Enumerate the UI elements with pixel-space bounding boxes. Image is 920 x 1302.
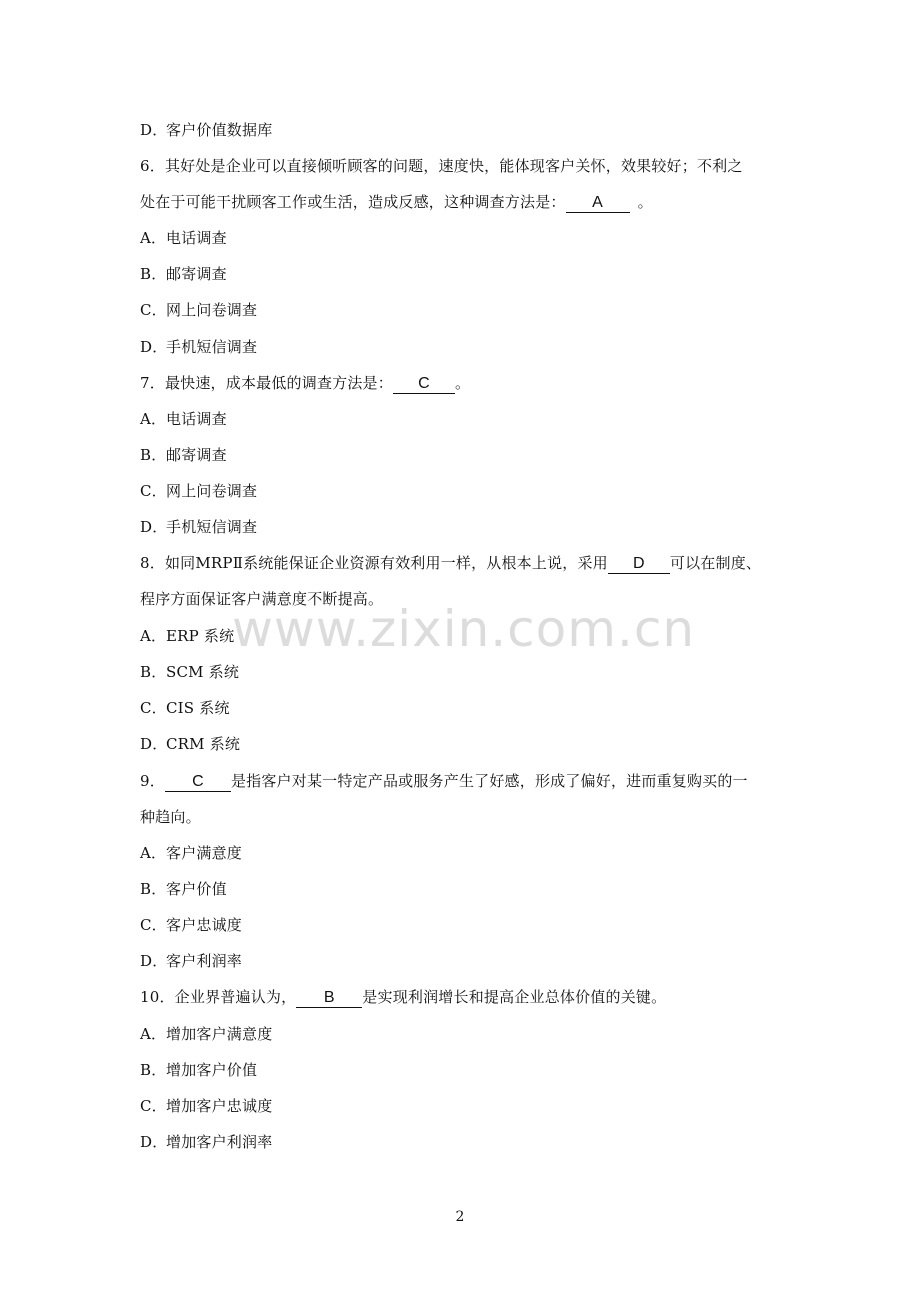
q7-answer-blank: C [393, 375, 455, 394]
option-text: 增加客户忠诚度 [166, 1097, 273, 1115]
q9-answer-blank: C [165, 773, 231, 792]
q6-text-before: 处在于可能干扰顾客工作或生活，造成反感，这种调查方法是： [140, 193, 566, 211]
q10-option-b [140, 1060, 257, 1080]
option-letter: B． [140, 880, 167, 898]
option-letter: D． [140, 518, 168, 536]
q10-option-a [140, 1024, 272, 1044]
q9-question-line-2: 种趋向。 [140, 808, 201, 826]
option-text: SCM 系统 [166, 663, 240, 681]
option-text: 客户忠诚度 [166, 916, 243, 934]
option-letter: A． [140, 410, 167, 428]
q5-option-d [140, 120, 272, 140]
option-text: 手机短信调查 [166, 338, 258, 356]
option-letter: B． [140, 265, 167, 283]
q10-text-before: 10．企业界普遍认为， [140, 988, 297, 1006]
option-letter: C． [140, 699, 167, 717]
option-letter: B． [140, 663, 167, 681]
option-letter: C． [140, 301, 167, 319]
option-letter: B． [140, 446, 167, 464]
option-letter: A． [140, 627, 167, 645]
option-text: 手机短信调查 [166, 518, 258, 536]
q6-option-c [140, 300, 257, 320]
q9-text-after: 是指客户对某一特定产品或服务产生了好感，形成了偏好，进而重复购买的一 [230, 772, 748, 790]
q10-question-line [140, 987, 666, 1008]
q6-answer-blank: A [566, 194, 630, 213]
option-text: CRM 系统 [166, 735, 241, 753]
option-text: 增加客户满意度 [166, 1025, 273, 1043]
q7-option-b [140, 445, 227, 465]
q7-text-after: 。 [454, 374, 471, 392]
q7-text-before: 7．最快速，成本最低的调查方法是： [140, 374, 393, 392]
watermark: www.zixin.com.cn [232, 600, 696, 658]
q9-question-line-1 [140, 771, 748, 792]
q6-option-d [140, 337, 257, 357]
option-letter: A． [140, 844, 167, 862]
q9-text-before: 9． [140, 772, 165, 790]
q9-option-a [140, 843, 242, 863]
option-letter: C． [140, 482, 167, 500]
option-text: 邮寄调查 [166, 446, 227, 464]
option-text: 电话调查 [166, 229, 227, 247]
q9-option-c [140, 915, 242, 935]
q9-option-d [140, 951, 242, 971]
q8-text-before: 8．如同MRPⅡ系统能保证企业资源有效利用一样，从根本上说，采用 [140, 554, 608, 572]
option-text: 网上问卷调查 [166, 482, 258, 500]
q8-option-a [140, 626, 234, 646]
q7-option-d [140, 517, 257, 537]
option-text: CIS 系统 [166, 699, 230, 717]
q6-option-a [140, 228, 227, 248]
q7-question-line [140, 373, 470, 394]
option-letter: D． [140, 1133, 168, 1151]
option-text: 增加客户利润率 [166, 1133, 273, 1151]
option-letter: A． [140, 229, 167, 247]
q8-option-d [140, 734, 240, 754]
q8-question-line-2: 程序方面保证客户满意度不断提高。 [140, 590, 384, 608]
page-number: 2 [455, 1209, 465, 1225]
q6-question-line-1: 6．其好处是企业可以直接倾听顾客的问题，速度快，能体现客户关怀，效果较好；不利之 [140, 157, 743, 175]
q7-option-c [140, 481, 257, 501]
q10-answer-blank: B [296, 989, 362, 1008]
q8-answer-blank: D [608, 555, 670, 574]
option-text: 客户利润率 [166, 952, 243, 970]
option-text: 增加客户价值 [166, 1061, 258, 1079]
q8-question-line-1 [140, 553, 761, 574]
option-text: 电话调查 [166, 410, 227, 428]
option-letter: D． [140, 735, 168, 753]
option-letter: A． [140, 1025, 167, 1043]
q8-option-b [140, 662, 239, 682]
q10-option-d [140, 1132, 272, 1152]
q6-question-line-2 [140, 192, 653, 213]
option-letter: D． [140, 338, 168, 356]
option-letter: C． [140, 1097, 167, 1115]
option-letter: D． [140, 952, 168, 970]
option-text: 客户价值数据库 [166, 121, 273, 139]
q8-option-c [140, 698, 230, 718]
option-text: 客户价值 [166, 880, 227, 898]
q9-option-b [140, 879, 227, 899]
option-letter: C． [140, 916, 167, 934]
q7-option-a [140, 409, 227, 429]
q6-option-b [140, 264, 227, 284]
option-letter: B． [140, 1061, 167, 1079]
option-letter: D． [140, 121, 168, 139]
q6-text-after: 。 [637, 193, 653, 211]
q10-text-after: 是实现利润增长和提高企业总体价值的关键。 [362, 988, 667, 1006]
option-text: 邮寄调查 [166, 265, 227, 283]
q8-text-after: 可以在制度、 [669, 554, 762, 572]
option-text: 网上问卷调查 [166, 301, 258, 319]
q10-option-c [140, 1096, 272, 1116]
option-text: ERP 系统 [166, 627, 235, 645]
option-text: 客户满意度 [166, 844, 243, 862]
